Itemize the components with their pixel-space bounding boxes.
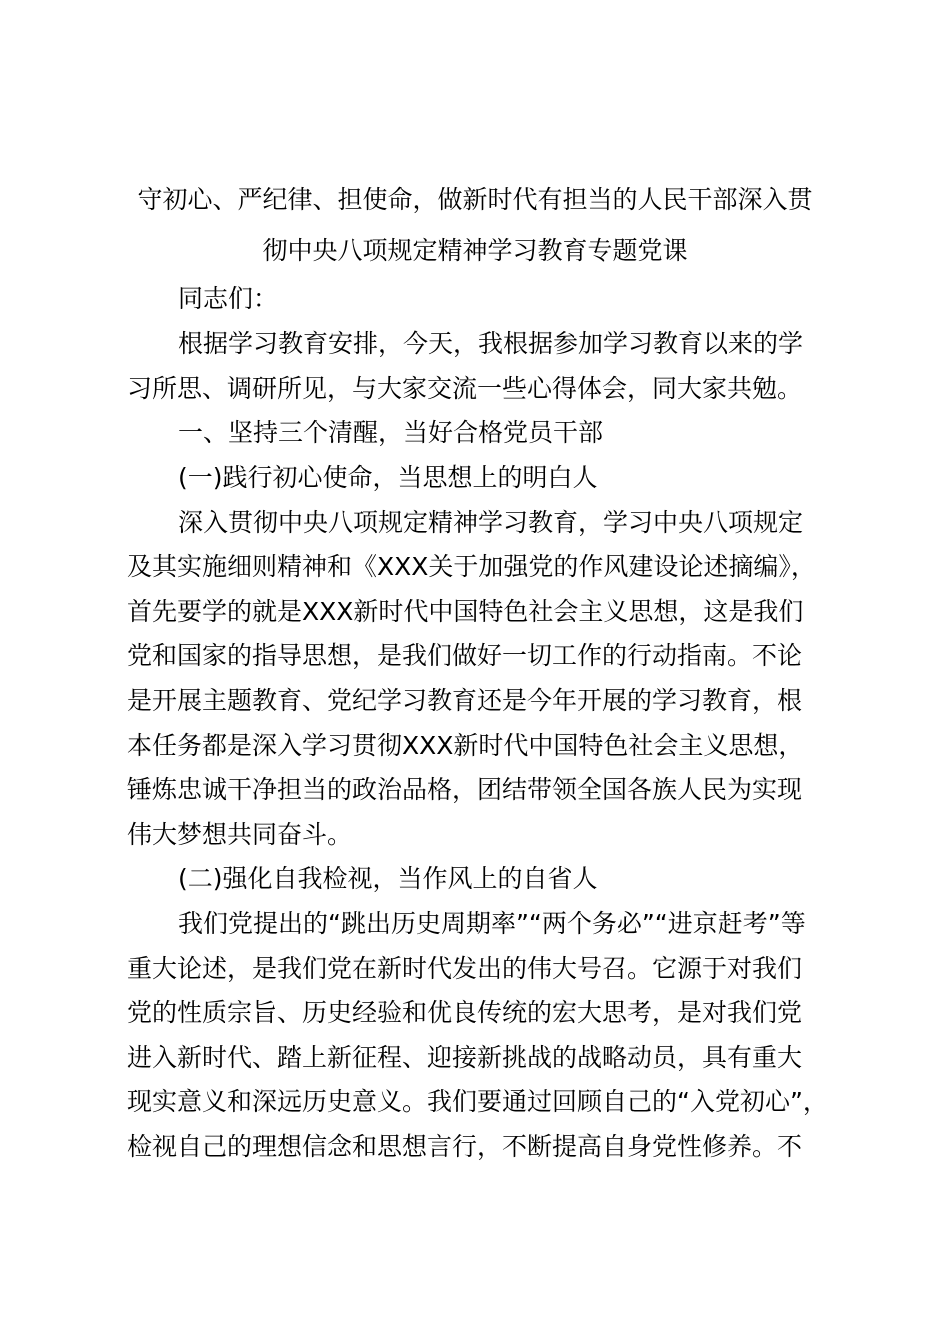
section-heading: 一、坚持三个清醒，当好合格党员干部 (178, 418, 604, 447)
paragraph-line: 党的性质宗旨、历史经验和优良传统的宏大思考，是对我们党 (127, 998, 803, 1027)
paragraph-line: 深入贯彻中央八项规定精神学习教育，学习中央八项规定 (178, 508, 804, 537)
paragraph-line: 伟大梦想共同奋斗。 (127, 820, 353, 849)
paragraph-line: 现实意义和深远历史意义。我们要通过回顾自己的“入党初心”， (127, 1087, 828, 1116)
intro-line: 习所思、调研所见，与大家交流一些心得体会，同大家共勉。 (127, 374, 803, 403)
paragraph-line: 我们党提出的“跳出历史周期率”“两个务必”“进京赶考”等 (178, 909, 806, 938)
paragraph-line: 重大论述，是我们党在新时代发出的伟大号召。它源于对我们 (127, 954, 803, 983)
paragraph-line: 本任务都是深入学习贯彻XXX新时代中国特色社会主义思想， (127, 731, 804, 760)
document-title-line-2: 彻中央八项规定精神学习教育专题党课 (262, 236, 688, 265)
subsection-heading: (二)强化自我检视，当作风上的自省人 (178, 864, 598, 893)
paragraph-line: 党和国家的指导思想，是我们做好一切工作的行动指南。不论 (127, 641, 803, 670)
paragraph-line: 检视自己的理想信念和思想言行，不断提高自身党性修养。不 (127, 1132, 803, 1161)
paragraph-line: 首先要学的就是XXX新时代中国特色社会主义思想，这是我们 (127, 597, 804, 626)
subsection-heading: (一)践行初心使命，当思想上的明白人 (178, 463, 598, 492)
paragraph-line: 是开展主题教育、党纪学习教育还是今年开展的学习教育，根 (127, 686, 803, 715)
salutation: 同志们： (178, 284, 279, 313)
paragraph-line: 锤炼忠诚干净担当的政治品格，团结带领全国各族人民为实现 (127, 775, 803, 804)
document-title-line-1: 守初心、严纪律、担使命，做新时代有担当的人民干部深入贯 (137, 185, 813, 214)
intro-line: 根据学习教育安排，今天，我根据参加学习教育以来的学 (178, 329, 804, 358)
paragraph-line: 及其实施细则精神和《XXX关于加强党的作风建设论述摘编》， (127, 552, 816, 581)
paragraph-line: 进入新时代、踏上新征程、迎接新挑战的战略动员，具有重大 (127, 1043, 803, 1072)
